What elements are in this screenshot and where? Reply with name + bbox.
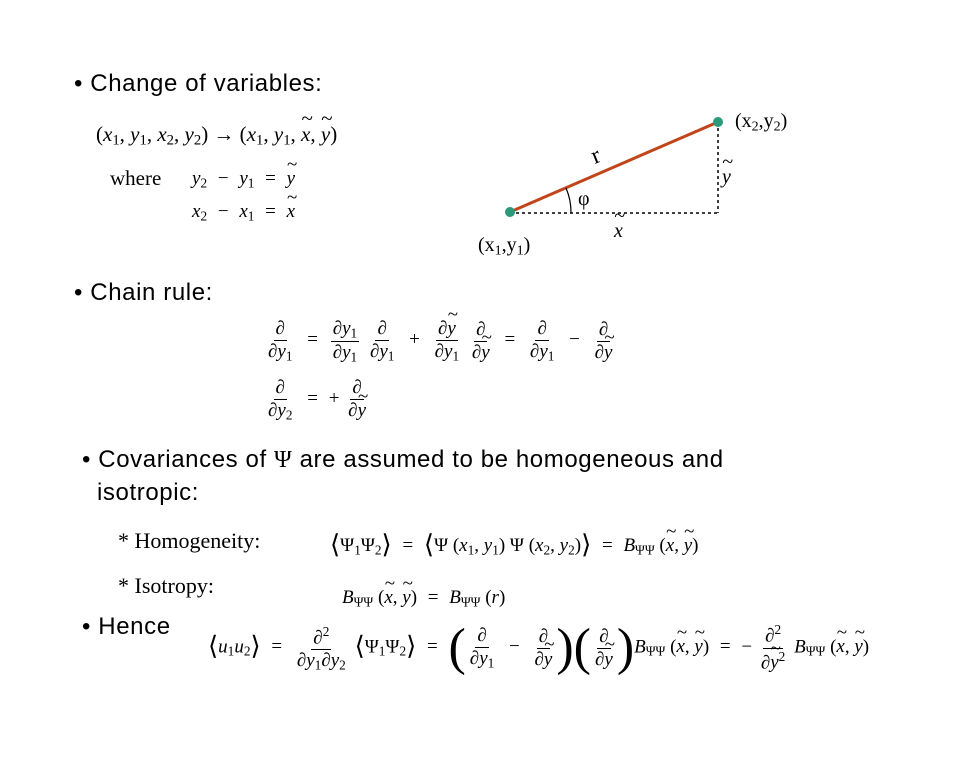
where-label: where <box>110 166 162 190</box>
label-homogeneity: * Homogeneity: <box>118 528 261 553</box>
segment-r <box>510 122 718 212</box>
heading-change-of-variables: • Change of variables: <box>74 70 323 97</box>
equation-change-of-variables: ($x_1$, $y_1$, $x_2$, $y_2) \to (x_1$, $y_1$, ~ x, ~ y) <box>96 122 337 150</box>
equation-y-difference: $y_2 - y_1$ = ~ y <box>192 168 295 191</box>
label-phi: φ <box>578 188 590 210</box>
label-point-1: $(x_1,y_1)$ <box>478 234 531 259</box>
point-1-marker <box>505 207 515 217</box>
heading-covariances: • Covariances of Ψ are assumed to be homogeneous and <box>82 446 724 473</box>
heading-chain-rule: • Chain rule: <box>74 279 213 306</box>
equation-x-difference: $x_2 - x_1$ = ~ x <box>192 201 295 224</box>
heading-covariances-line2: isotropic: <box>97 479 200 506</box>
heading-hence: • Hence <box>82 613 171 640</box>
point-2-marker <box>713 117 723 127</box>
equation-chain-rule-y2: $\frac{\partial}{\partial y_2}$ = + $\frac{\partial}{\partial\sim y}$ <box>264 377 370 422</box>
label-point-2: $(x_2,y_2)$ <box>735 110 788 135</box>
label-y-tilde: ~ y <box>722 166 731 189</box>
label-x-tilde: ~ x <box>614 220 623 243</box>
equation-homogeneity: $⟨\Psi_1\Psi_2⟩$ = ⟨Ψ ($x_1$, $y_1$) Ψ ($x_2$, $y_2)⟩ = B_{\Psi\Psi}$ (~ x, ~ y) <box>330 530 698 560</box>
equation-velocity-correlation: $⟨u_1u_2⟩$ = $\frac{\partial^2}{\partial y_1\partial y_2}$ $⟨\Psi_1\Psi_2⟩$ = ( $\frac{\partial}{\partial y_1}$ − $\frac{\partial}{\partial\sim y}$ )( $\frac{\partial}{\partial\sim y}$ )$B_{\Psi\Psi}$ (~ x, ~ y) = − $\frac{\partial^2}{\partial\sim y^2}$ $B_{\Psi\Psi}$ (~ x, ~ y) <box>208 622 869 674</box>
equation-isotropy: $B_{\Psi\Psi}$ (~ x, ~ $y) = B_{\Psi\Psi}$ (r) <box>342 587 505 610</box>
angle-arc <box>566 188 571 213</box>
equation-chain-rule-y1: $\frac{\partial}{\partial y_1}$ = $\frac{\partial y_1}{\partial y_1}$ $\frac{\partial}{\partial y_1}$ + $\frac{\partial\sim y}{\partial y_1}$ $\frac{\partial}{\partial\sim y}$ = $\frac{\partial}{\partial y_1}$ − $\frac{\partial}{\partial\sim y}$ <box>264 318 616 364</box>
label-r: r <box>587 142 605 170</box>
label-isotropy: * Isotropy: <box>118 573 214 598</box>
